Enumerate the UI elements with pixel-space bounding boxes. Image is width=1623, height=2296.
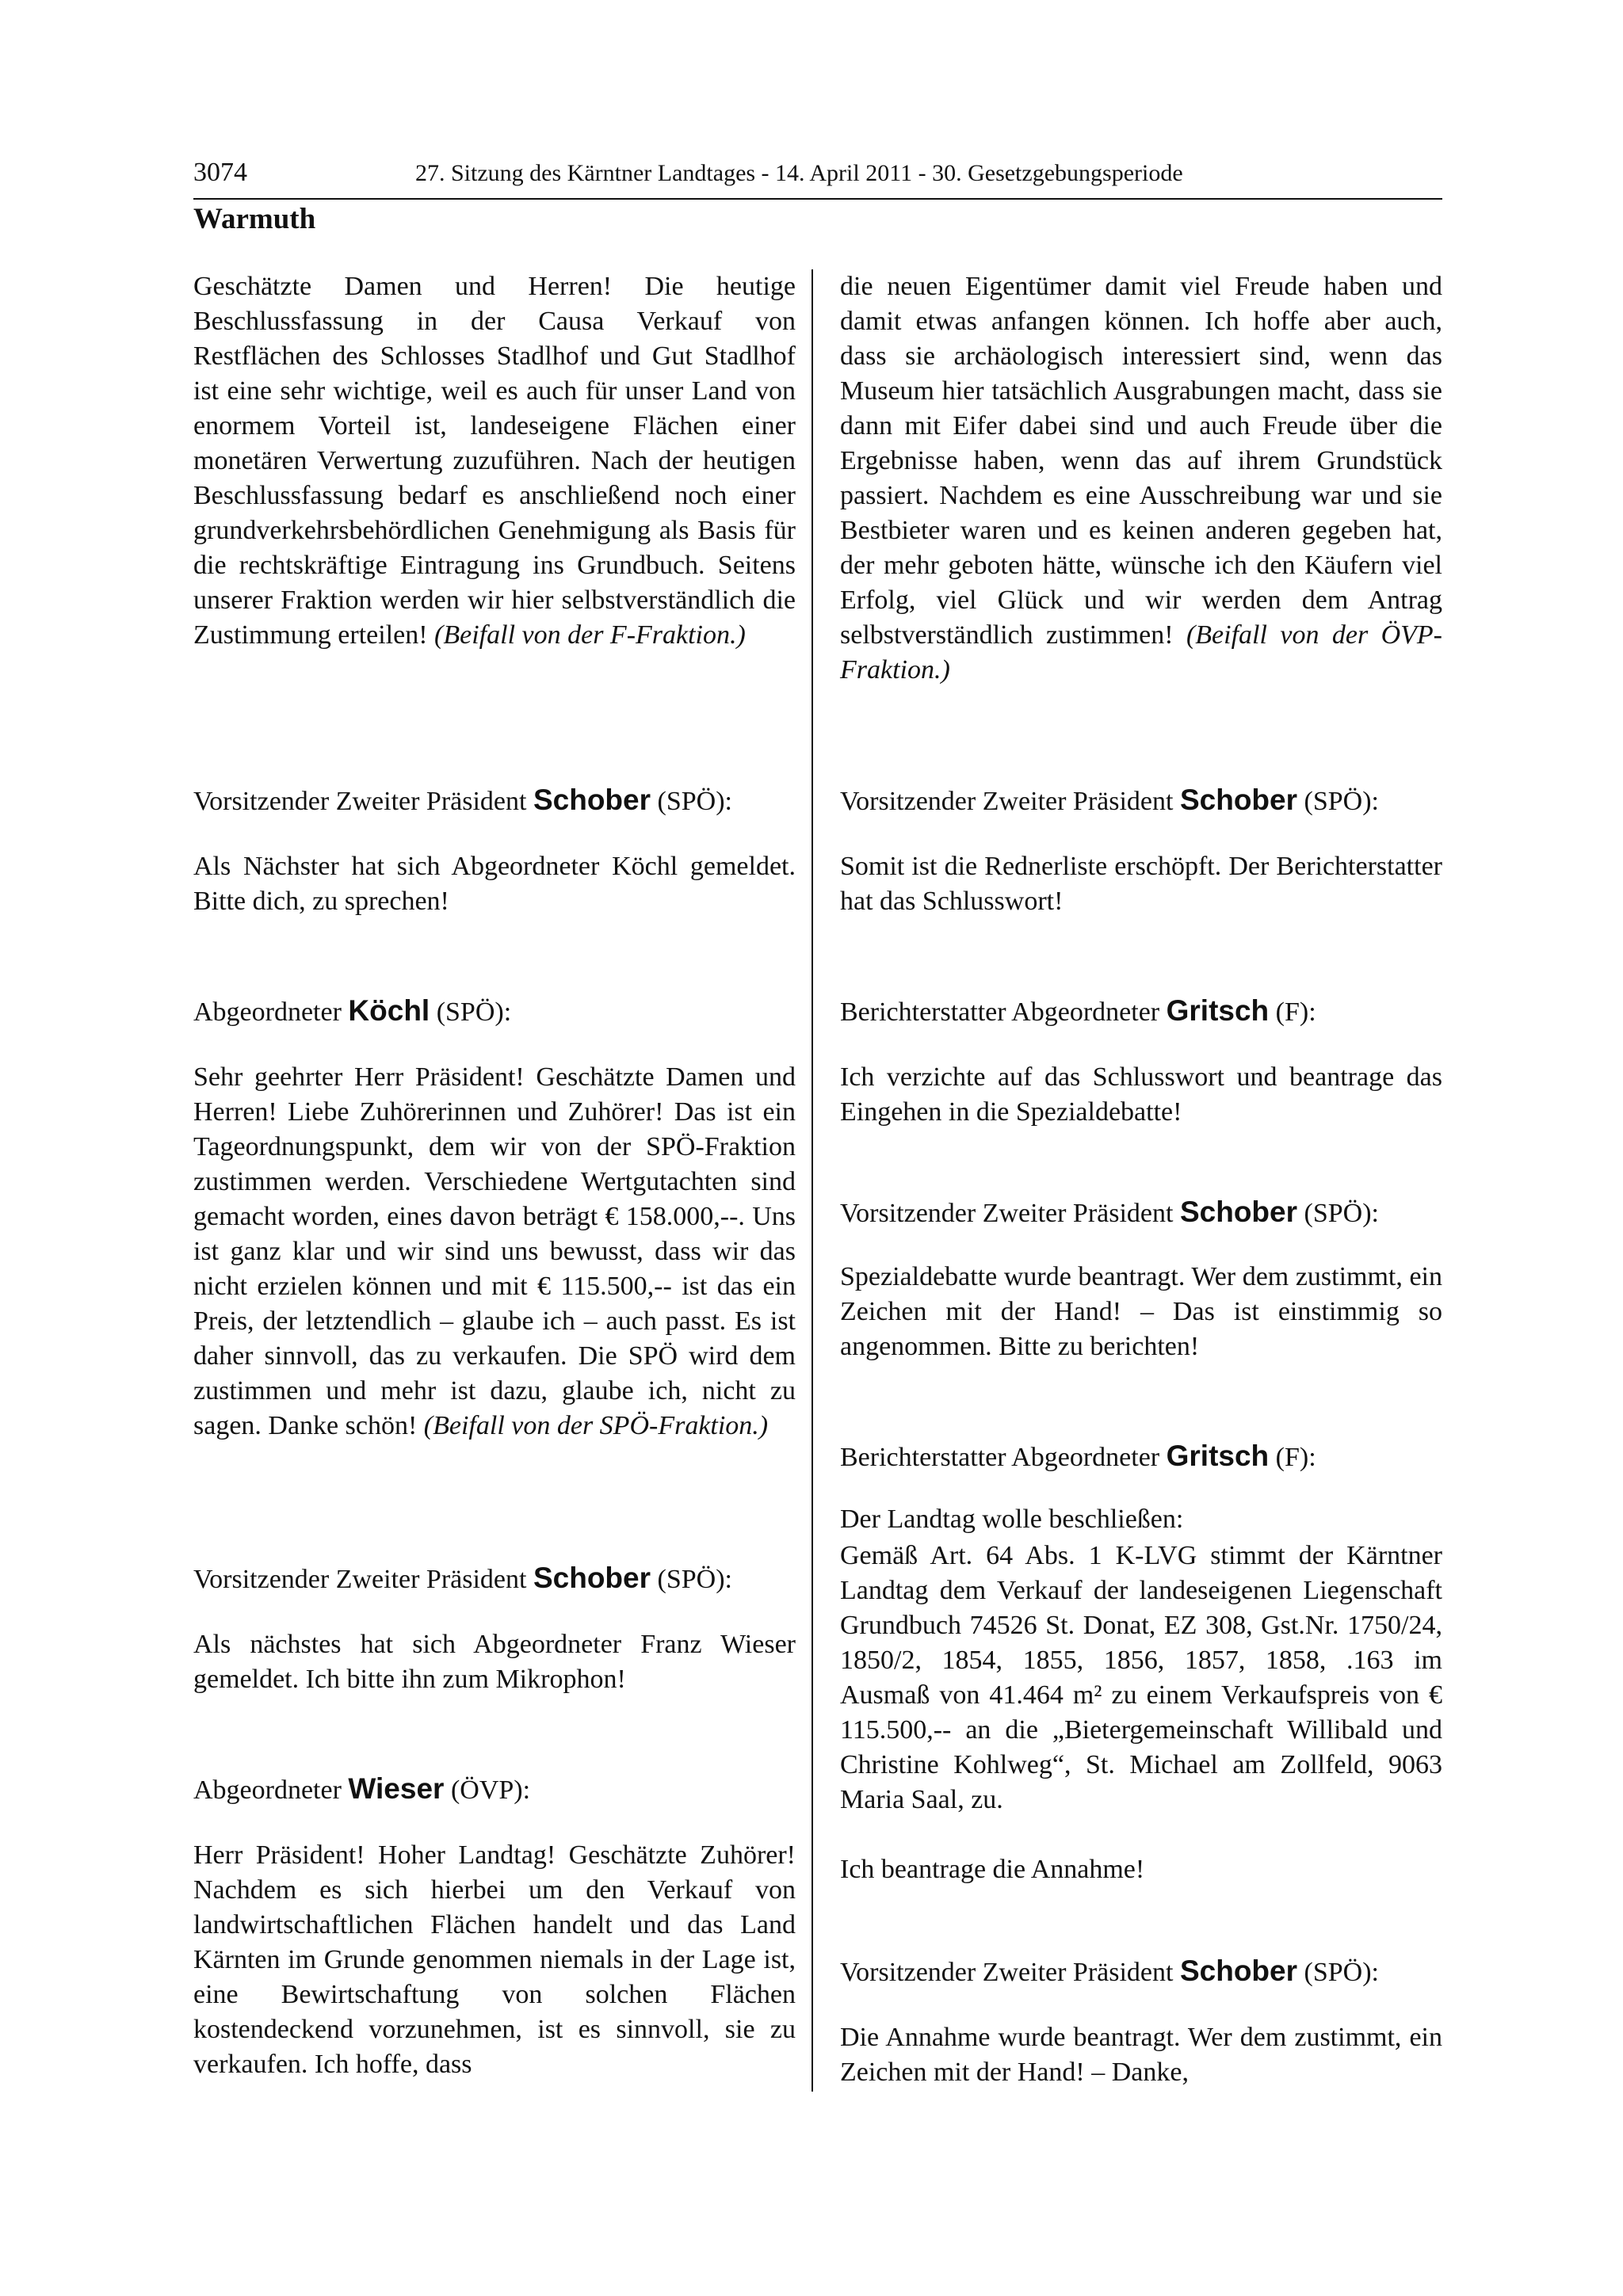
speech-paragraph: Ich verzichte auf das Schlusswort und beantrage das Eingehen in die Spezialdebatte!: [840, 1062, 1442, 1127]
speech-paragraph: Somit ist die Rednerliste erschöpft. Der Berichterstatter hat das Schlusswort!: [840, 852, 1442, 916]
speaker-name: Schober: [1179, 1196, 1298, 1228]
speaker-name: Schober: [533, 1562, 651, 1594]
page-header: [193, 155, 1442, 200]
speaker-line: Berichterstatter Abgeordneter Gritsch (F):: [840, 994, 1316, 1027]
speech-wieser: Herr Präsident! Hoher Landtag! Geschätzte Zuhörer! Nachdem es sich hierbei um den Verkauf von landwirtschaftlichen Flächen handelt und das Land Kärnten im Grunde genommen niemals in der Lage ist, eine Bewirtschaftung von solchen Flächen kostendeckend vorzunehmen, ist es sinnvoll, sie zu verkaufen. Ich hoffe, dass: [193, 1840, 796, 2079]
speaker-name: Köchl: [348, 994, 430, 1027]
speaker-name: Schober: [1179, 1955, 1298, 1987]
speaker-line: Vorsitzender Zweiter Präsident Schober (SPÖ):: [193, 1562, 732, 1594]
speaker-line: Vorsitzender Zweiter Präsident Schober (SPÖ):: [193, 784, 732, 816]
speech-paragraph: Spezialdebatte wurde beantragt. Wer dem zustimmt, ein Zeichen mit der Hand! – Das ist einstimmig so angenommen. Bitte zu berichten!: [840, 1262, 1442, 1361]
applause-note: (Beifall von der SPÖ-Fraktion.): [423, 1411, 769, 1440]
speaker-line: Abgeordneter Köchl (SPÖ):: [193, 994, 512, 1027]
applause-note: (Beifall von der F-Fraktion.): [434, 620, 746, 650]
speech-paragraph: Die Annahme wurde beantragt. Wer dem zustimmt, ein Zeichen mit der Hand! – Danke,: [840, 2023, 1442, 2087]
paragraph: Geschätzte Damen und Herren! Die heutige Beschlussfassung in der Causa Verkauf von Restflächen des Schlosses Stadlhof und Gut Stadlhof ist eine sehr wichtige, weil es auch für unser Land von enormem Vorteil ist, landeseigene Flächen einer monetären Verwertung zuzuführen. Nach der heutigen Beschlussfassung bedarf es anschließend noch einer grundverkehrsbehördlichen Genehmigung als Basis für die rechtskräftige Eintragung ins Grundbuch. Seitens unserer Fraktion werden wir hier selbstverständlich die Zustimmung erteilen! (Beifall von der F-Fraktion.): [193, 272, 796, 650]
speech-paragraph: Ich beantrage die Annahme!: [840, 1855, 1145, 1884]
speech-paragraph: Als nächstes hat sich Abgeordneter Franz Wieser gemeldet. Ich bitte ihn zum Mikrophon!: [193, 1630, 796, 1694]
column-divider: [812, 269, 813, 2092]
speaker-line: Abgeordneter Wieser (ÖVP):: [193, 1772, 531, 1805]
speaker-line: Vorsitzender Zweiter Präsident Schober (SPÖ):: [840, 1196, 1379, 1228]
speech-wieser-continued: die neuen Eigentümer damit viel Freude haben und damit etwas anfangen können. Ich hoffe aber auch, dass sie archäologisch interessiert sind, wenn das Museum hier tatsächlich Ausgrabungen macht, dass sie dann mit Eifer dabei sind und auch Freude über die Ergebnisse haben, wenn das auf ihrem Grundstück passiert. Nachdem es eine Ausschreibung war und sie Bestbieter waren und es keinen anderen gegeben hat, der mehr geboten hätte, wünsche ich den Käufern viel Erfolg, viel Glück und wir werden dem Antrag selbstverständlich zustimmen! (Beifall von der ÖVP-Fraktion.): [840, 272, 1442, 685]
applause-note: (Beifall von der ÖVP-Fraktion.): [840, 620, 1442, 685]
speaker-line: Berichterstatter Abgeordneter Gritsch (F):: [840, 1440, 1316, 1472]
speaker-name-top: Warmuth: [193, 203, 316, 235]
speech-warmuth: [193, 269, 796, 653]
speaker-name: Schober: [1179, 784, 1298, 816]
speech-koechl: Sehr geehrter Herr Präsident! Geschätzte Damen und Herren! Liebe Zuhörerinnen und Zuhörer! Das ist ein Tageordnungspunkt, dem wir von der SPÖ-Fraktion zustimmen werden. Verschiedene Wertgutachten sind gemacht worden, eines davon beträgt € 158.000,--. Uns ist ganz klar und wir sind uns bewusst, dass wir das nicht erzielen können und mit € 115.500,-- ist das ein Preis, der letztendlich – glaube ich – auch passt. Es ist daher sinnvoll, das zu verkaufen. Die SPÖ wird dem zustimmen und mehr ist dazu, glaube ich, nicht zu sagen. Danke schön! (Beifall von der SPÖ-Fraktion.): [193, 1062, 796, 1440]
speaker-name: Gritsch: [1166, 994, 1270, 1027]
resolution-intro: Der Landtag wolle beschließen:: [840, 1505, 1184, 1534]
resolution-text: Gemäß Art. 64 Abs. 1 K-LVG stimmt der Kärntner Landtag dem Verkauf der landeseigenen Liegenschaft Grundbuch 74526 St. Donat, EZ 308, Gst.Nr. 1750/24, 1850/2, 1854, 1855, 1856, 1857, 1858, .163 im Ausmaß von 41.464 m² zu einem Verkaufspreis von € 115.500,-- an die „Bietergemeinschaft Willibald und Christine Kohlweg“, St. Michael am Zollfeld, 9063 Maria Saal, zu.: [840, 1541, 1442, 1814]
speaker-name: Gritsch: [1166, 1440, 1270, 1472]
speaker-line: Vorsitzender Zweiter Präsident Schober (SPÖ):: [840, 1955, 1379, 1987]
page-number: 3074: [193, 158, 247, 187]
speaker-line: Vorsitzender Zweiter Präsident Schober (SPÖ):: [840, 784, 1379, 816]
speaker-name: Schober: [533, 784, 651, 816]
header-title: 27. Sitzung des Kärntner Landtages - 14. April 2011 - 30. Gesetzgebungsperiode: [415, 160, 1183, 186]
speaker-name: Wieser: [348, 1772, 445, 1805]
speech-paragraph: Als Nächster hat sich Abgeordneter Köchl gemeldet. Bitte dich, zu sprechen!: [193, 852, 796, 916]
